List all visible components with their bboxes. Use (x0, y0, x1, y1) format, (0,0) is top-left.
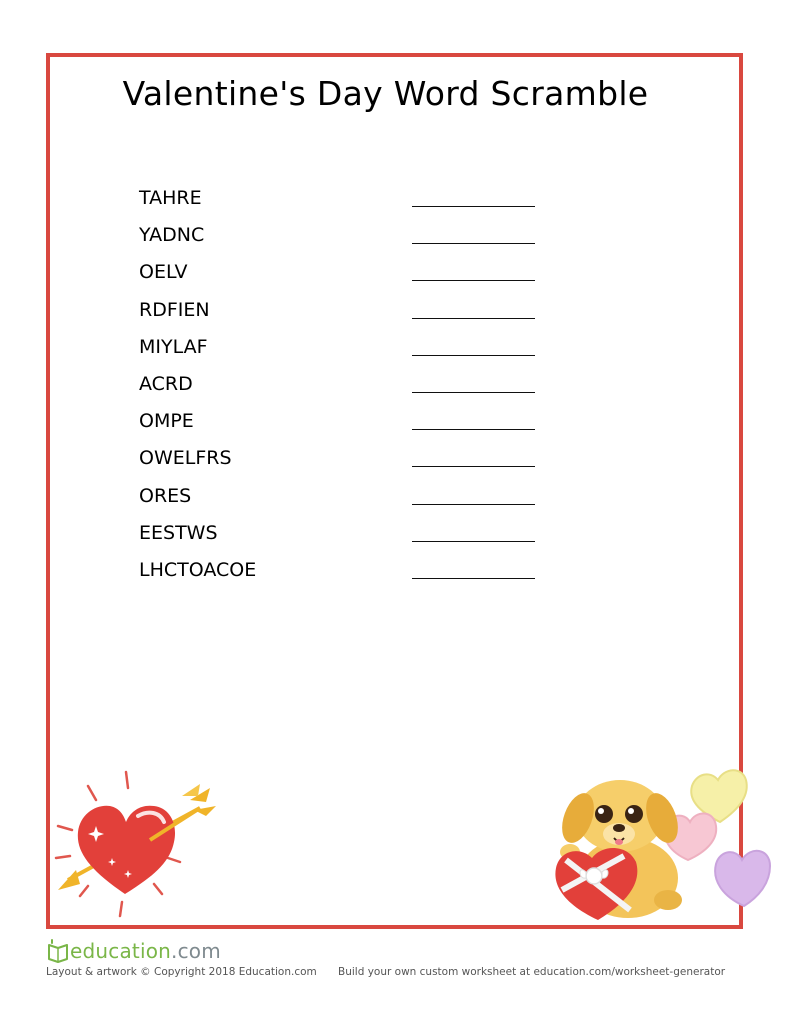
heart-with-arrow-icon (50, 766, 220, 926)
scrambled-word: EESTWS (139, 521, 218, 544)
answer-line (412, 318, 535, 319)
puppy-with-heart-gift-icon (548, 760, 773, 928)
word-row (139, 296, 559, 333)
answer-line (412, 280, 535, 281)
page-title: Valentine's Day Word Scramble (122, 74, 649, 113)
answer-line (412, 243, 535, 244)
word-row (139, 370, 559, 407)
scrambled-word: OELV (139, 261, 188, 284)
word-row (139, 258, 559, 295)
book-logo-icon (46, 939, 70, 963)
word-row (139, 221, 559, 258)
word-row (139, 482, 559, 519)
answer-line (412, 392, 535, 393)
word-row (139, 444, 559, 481)
scrambled-word: OMPE (139, 410, 194, 433)
answer-line (412, 206, 535, 207)
logo-suffix: .com (171, 939, 221, 963)
scrambled-word: ACRD (139, 372, 193, 395)
answer-line (412, 541, 535, 542)
answer-line (412, 466, 535, 467)
logo-text (70, 939, 221, 963)
scrambled-word: MIYLAF (139, 335, 208, 358)
scrambled-word: OWELFRS (139, 447, 232, 470)
scrambled-word: LHCTOACOE (139, 558, 257, 581)
logo-main: education (70, 939, 172, 963)
worksheet-generator-promo[interactable]: Build your own custom worksheet at education.com/worksheet-generator (338, 966, 726, 978)
word-row (139, 184, 559, 221)
word-list (139, 184, 559, 593)
word-row (139, 407, 559, 444)
word-row (139, 519, 559, 556)
answer-line (412, 578, 535, 579)
scrambled-word: ORES (139, 484, 192, 507)
word-row (139, 556, 559, 593)
answer-line (412, 355, 535, 356)
copyright-text: Layout & artwork © Copyright 2018 Education.com (46, 966, 317, 978)
answer-line (412, 504, 535, 505)
answer-line (412, 429, 535, 430)
scrambled-word: RDFIEN (139, 298, 210, 321)
scrambled-word: TAHRE (139, 187, 202, 209)
word-row (139, 333, 559, 370)
scrambled-word: YADNC (139, 224, 205, 247)
education-logo[interactable] (46, 937, 221, 965)
